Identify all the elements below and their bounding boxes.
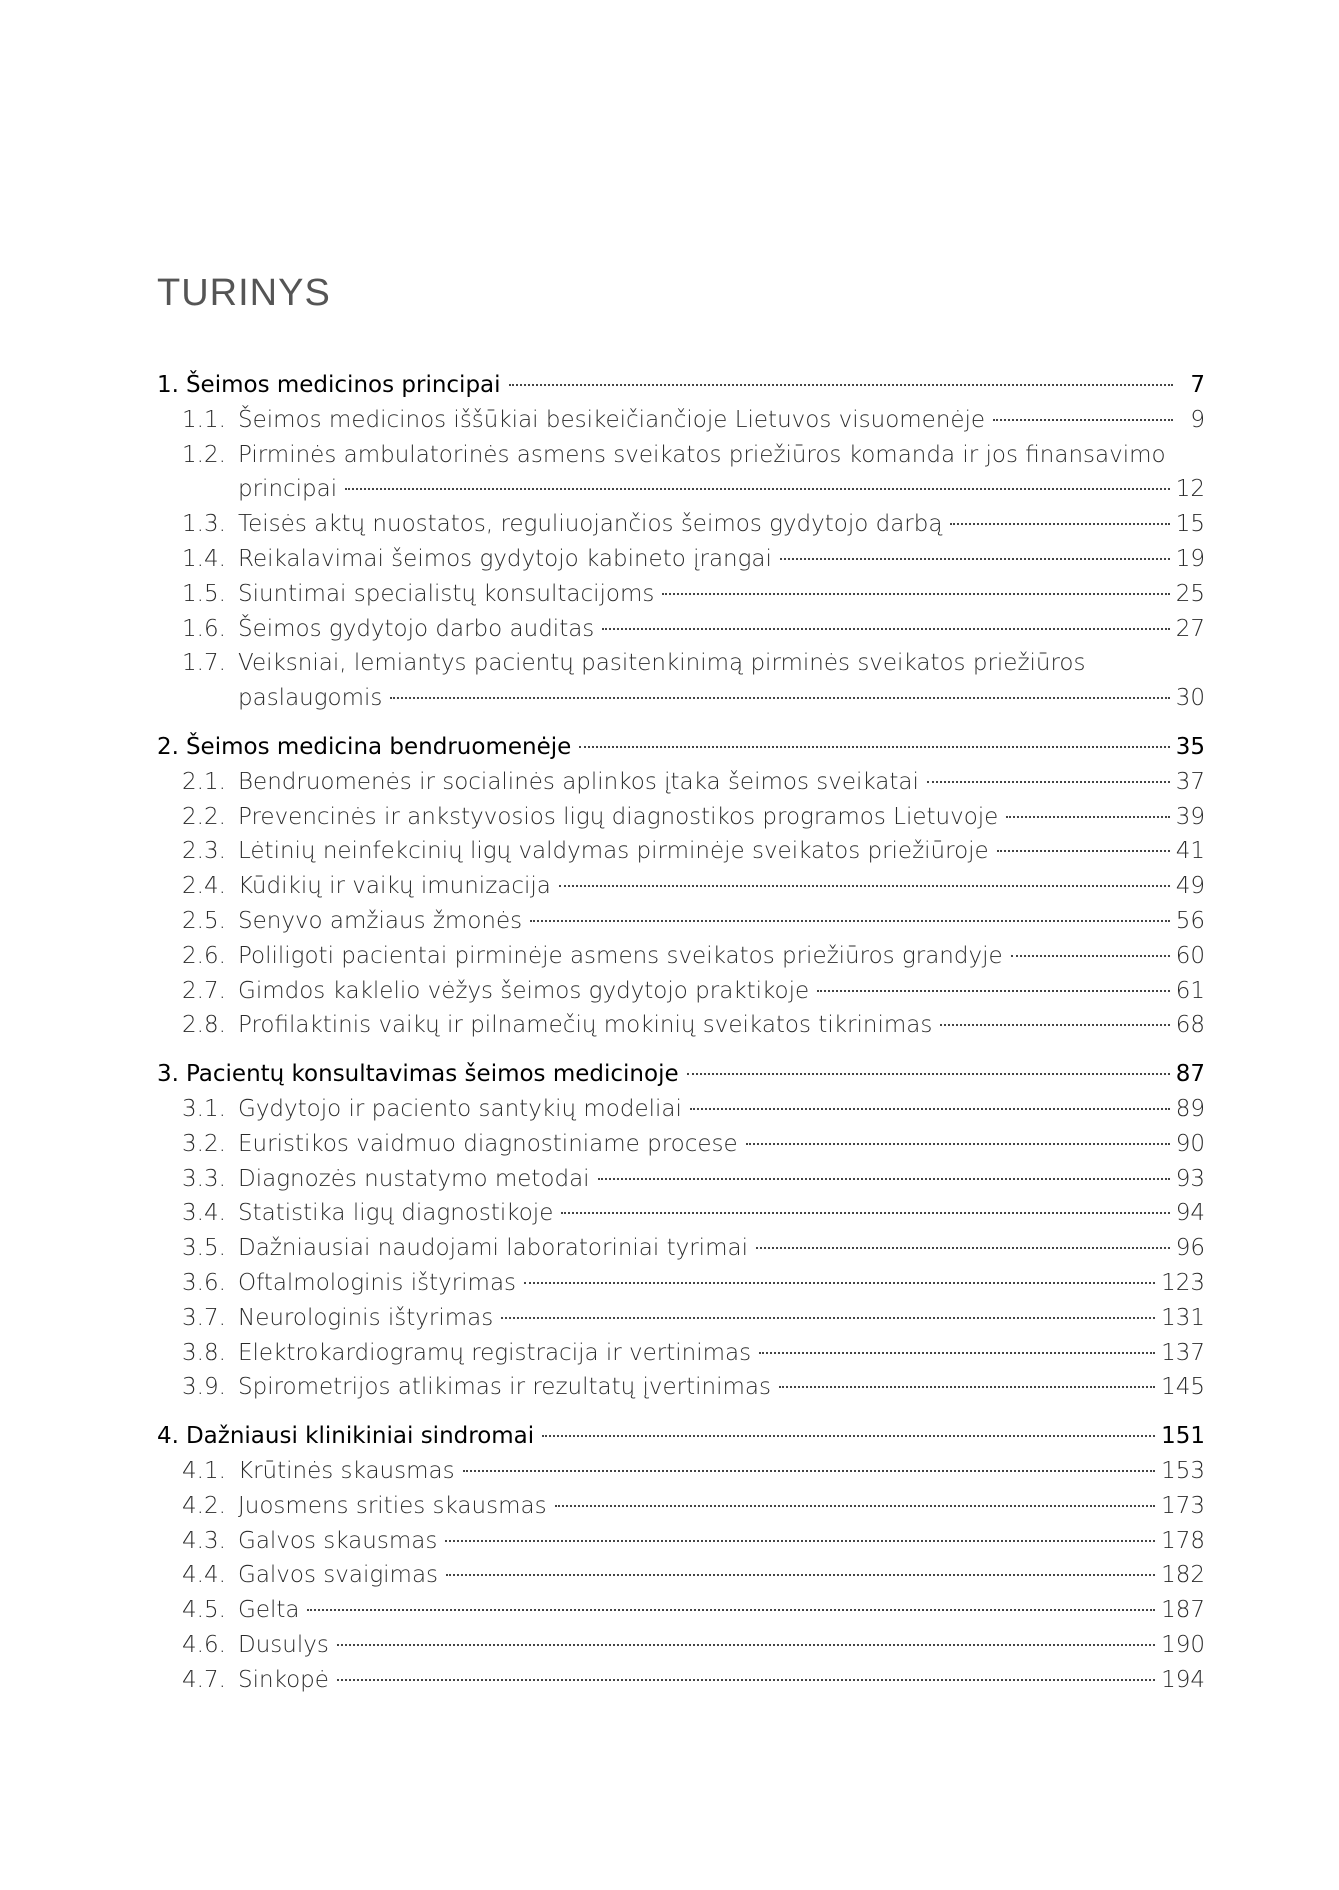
- dot-leader: [463, 1470, 1156, 1472]
- subsection-page-number: 182: [1161, 1562, 1205, 1589]
- dot-leader: [446, 1574, 1155, 1576]
- toc-chapter-section: [157, 368, 1205, 716]
- subsection-page-number: 93: [1175, 1165, 1205, 1192]
- toc-subsection-entry[interactable]: [157, 1196, 1205, 1231]
- subsection-title-line: paslaugomis: [238, 685, 383, 712]
- subsection-title: Juosmens srities skausmas: [238, 1492, 547, 1519]
- dot-leader: [530, 920, 1170, 922]
- subsection-page-number: 194: [1161, 1666, 1205, 1693]
- toc-subsection-entry[interactable]: [157, 834, 1205, 869]
- chapter-page-number: 7: [1190, 372, 1205, 398]
- toc-subsection-entry[interactable]: [157, 1593, 1205, 1628]
- subsection-title: Galvos svaigimas: [238, 1562, 439, 1589]
- subsection-number: 2.7.: [182, 977, 226, 1004]
- subsection-number: 2.4.: [182, 873, 226, 900]
- subsection-number: 3.8.: [182, 1339, 226, 1366]
- subsection-number: 1.5.: [182, 580, 226, 607]
- toc-subsection-entry[interactable]: [157, 1370, 1205, 1405]
- toc-subsection-entry[interactable]: [157, 1266, 1205, 1301]
- chapter-title: Dažniausi klinikiniai sindromai: [185, 1423, 535, 1450]
- subsection-page-number: 41: [1175, 838, 1205, 865]
- subsection-page-number: 60: [1175, 942, 1205, 969]
- subsection-number: 1.2.: [182, 441, 226, 468]
- toc-subsection-entry[interactable]: [157, 646, 1205, 716]
- dot-leader: [542, 1435, 1155, 1437]
- chapter-title: Šeimos medicinos principai: [185, 372, 501, 398]
- subsection-title: Oftalmologinis ištyrimas: [238, 1269, 517, 1296]
- dot-leader: [993, 419, 1173, 421]
- subsection-page-number: 19: [1175, 545, 1205, 572]
- chapter-number: 2.: [157, 733, 179, 760]
- chapter-number: 1.: [157, 372, 179, 398]
- toc-subsection-entry[interactable]: [157, 939, 1205, 974]
- toc-subsection-entry[interactable]: [157, 1524, 1205, 1559]
- subsection-number: 2.5.: [182, 907, 226, 934]
- subsection-title: Bendruomenės ir socialinės aplinkos įtaka šeimos sveikatai: [238, 768, 919, 795]
- toc-subsection-entry[interactable]: [157, 1336, 1205, 1371]
- dot-leader: [756, 1247, 1170, 1249]
- chapter-page-number: 87: [1175, 1061, 1205, 1088]
- subsection-page-number: 178: [1161, 1527, 1205, 1554]
- toc-subsection-entry[interactable]: [157, 1301, 1205, 1336]
- dot-leader: [501, 1317, 1155, 1319]
- subsection-number: 1.1.: [182, 406, 226, 433]
- subsection-title-line: Veiksniai, lemiantys pacientų pasitenkinimą pirminės sveikatos priežiūros: [238, 650, 1086, 677]
- subsection-title: Kūdikių ir vaikų imunizacija: [238, 873, 551, 900]
- toc-subsection-entry[interactable]: [157, 800, 1205, 835]
- subsection-page-number: 68: [1175, 1012, 1205, 1039]
- dot-leader: [1011, 955, 1170, 957]
- subsection-title: Elektrokardiogramų registracija ir vertinimas: [238, 1339, 752, 1366]
- subsection-page-number: 56: [1175, 907, 1205, 934]
- dot-leader: [997, 850, 1170, 852]
- toc-body: [157, 368, 1205, 1697]
- subsection-title: Sinkopė: [238, 1666, 329, 1693]
- subsection-number: 4.4.: [182, 1562, 226, 1589]
- subsection-title: Profilaktinis vaikų ir pilnamečių mokinių sveikatos tikrinimas: [238, 1012, 933, 1039]
- toc-chapter-section: [157, 1057, 1205, 1405]
- subsection-title: Euristikos vaidmuo diagnostiniame procese: [238, 1130, 738, 1157]
- dot-leader: [390, 697, 1169, 699]
- subsection-page-number: 30: [1175, 685, 1205, 712]
- dot-leader: [345, 488, 1170, 490]
- subsection-title: Siuntimai specialistų konsultacijoms: [238, 580, 655, 607]
- dot-leader: [779, 1386, 1155, 1388]
- subsection-number: 3.6.: [182, 1269, 226, 1296]
- subsection-number: 2.6.: [182, 942, 226, 969]
- dot-leader: [746, 1143, 1170, 1145]
- subsection-title: Neurologinis ištyrimas: [238, 1304, 494, 1331]
- dot-leader: [927, 781, 1170, 783]
- dot-leader: [598, 1178, 1170, 1180]
- subsection-title-line: Pirminės ambulatorinės asmens sveikatos priežiūros komanda ir jos finansavimo: [238, 441, 1166, 468]
- subsection-title: Diagnozės nustatymo metodai: [238, 1165, 590, 1192]
- subsection-page-number: 9: [1190, 406, 1205, 433]
- subsection-page-number: 131: [1161, 1304, 1205, 1331]
- dot-leader: [337, 1679, 1155, 1681]
- toc-title: TURINYS: [157, 272, 331, 314]
- toc-subsection-first-line: [157, 438, 1205, 473]
- subsection-title: Statistika ligų diagnostikoje: [238, 1200, 554, 1227]
- subsection-title: Prevencinės ir ankstyvosios ligų diagnostikos programos Lietuvoje: [238, 803, 999, 830]
- dot-leader: [555, 1505, 1156, 1507]
- subsection-number: 2.8.: [182, 1012, 226, 1039]
- subsection-title: Krūtinės skausmas: [238, 1457, 455, 1484]
- chapter-page-number: 35: [1175, 733, 1205, 760]
- subsection-number: 4.5.: [182, 1597, 226, 1624]
- subsection-number: 4.6.: [182, 1631, 226, 1658]
- chapter-number: 4.: [157, 1423, 179, 1450]
- subsection-number: 2.3.: [182, 838, 226, 865]
- dot-leader: [307, 1609, 1155, 1611]
- subsection-title: Dažniausiai naudojami laboratoriniai tyrimai: [238, 1235, 748, 1262]
- subsection-page-number: 61: [1175, 977, 1205, 1004]
- dot-leader: [1006, 816, 1169, 818]
- subsection-title: Lėtinių neinfekcinių ligų valdymas pirminėje sveikatos priežiūroje: [238, 838, 989, 865]
- subsection-number: 1.7.: [182, 650, 226, 677]
- subsection-title: Gelta: [238, 1597, 300, 1624]
- toc-chapter-section: [157, 1419, 1205, 1697]
- subsection-number: 4.1.: [182, 1457, 226, 1484]
- dot-leader: [940, 1024, 1169, 1026]
- dot-leader: [579, 746, 1169, 748]
- subsection-number: 4.2.: [182, 1492, 226, 1519]
- toc-subsection-entry[interactable]: [157, 1454, 1205, 1489]
- toc-chapter-entry[interactable]: [157, 1419, 1205, 1454]
- subsection-number: 1.6.: [182, 615, 226, 642]
- toc-subsection-entry[interactable]: [157, 542, 1205, 577]
- subsection-page-number: 153: [1161, 1457, 1205, 1484]
- toc-subsection-first-line: [157, 646, 1205, 681]
- subsection-title: Senyvo amžiaus žmonės: [238, 907, 523, 934]
- toc-subsection-entry[interactable]: [157, 438, 1205, 508]
- toc-subsection-entry[interactable]: [157, 1162, 1205, 1197]
- subsection-title: Reikalavimai šeimos gydytojo kabineto įrangai: [238, 545, 772, 572]
- toc-subsection-entry[interactable]: [157, 1558, 1205, 1593]
- toc-subsection-entry[interactable]: [157, 612, 1205, 647]
- toc-subsection-continuation: [157, 472, 1205, 507]
- toc-chapter-entry[interactable]: [157, 1057, 1205, 1092]
- toc-subsection-entry[interactable]: [157, 1092, 1205, 1127]
- dot-leader: [662, 593, 1169, 595]
- subsection-number: 3.3.: [182, 1165, 226, 1192]
- chapter-number: 3.: [157, 1061, 179, 1088]
- toc-subsection-entry[interactable]: [157, 1489, 1205, 1524]
- toc-subsection-entry[interactable]: [157, 765, 1205, 800]
- subsection-number: 3.1.: [182, 1095, 226, 1122]
- subsection-page-number: 12: [1175, 476, 1205, 503]
- subsection-title: Dusulys: [238, 1631, 329, 1658]
- toc-subsection-continuation: [157, 681, 1205, 716]
- toc-chapter-entry[interactable]: [157, 368, 1205, 403]
- subsection-number: 3.2.: [182, 1130, 226, 1157]
- toc-subsection-entry[interactable]: [157, 974, 1205, 1009]
- subsection-page-number: 190: [1161, 1631, 1205, 1658]
- toc-chapter-section: [157, 730, 1205, 1043]
- subsection-page-number: 25: [1175, 580, 1205, 607]
- subsection-number: 3.9.: [182, 1374, 226, 1401]
- subsection-title: Gimdos kaklelio vėžys šeimos gydytojo praktikoje: [238, 977, 810, 1004]
- subsection-number: 2.1.: [182, 768, 226, 795]
- subsection-page-number: 39: [1175, 803, 1205, 830]
- subsection-title-line: principai: [238, 476, 338, 503]
- dot-leader: [687, 1073, 1170, 1075]
- toc-subsection-entry[interactable]: [157, 904, 1205, 939]
- subsection-title: Šeimos gydytojo darbo auditas: [238, 615, 595, 642]
- subsection-page-number: 123: [1161, 1269, 1205, 1296]
- subsection-page-number: 173: [1161, 1492, 1205, 1519]
- toc-subsection-entry[interactable]: [157, 1231, 1205, 1266]
- subsection-number: 3.5.: [182, 1235, 226, 1262]
- dot-leader: [561, 1212, 1169, 1214]
- subsection-number: 1.3.: [182, 511, 226, 538]
- dot-leader: [759, 1352, 1155, 1354]
- subsection-page-number: 49: [1175, 873, 1205, 900]
- toc-subsection-entry[interactable]: [157, 1663, 1205, 1698]
- toc-page: [157, 270, 1205, 1711]
- subsection-page-number: 96: [1175, 1235, 1205, 1262]
- toc-subsection-entry[interactable]: [157, 1127, 1205, 1162]
- subsection-number: 2.2.: [182, 803, 226, 830]
- subsection-page-number: 187: [1161, 1597, 1205, 1624]
- toc-subsection-entry[interactable]: [157, 403, 1205, 438]
- dot-leader: [445, 1540, 1155, 1542]
- toc-subsection-entry[interactable]: [157, 1628, 1205, 1663]
- subsection-page-number: 89: [1175, 1095, 1205, 1122]
- dot-leader: [950, 523, 1169, 525]
- dot-leader: [602, 628, 1169, 630]
- subsection-title: Teisės aktų nuostatos, reguliuojančios šeimos gydytojo darbą: [238, 511, 943, 538]
- dot-leader: [559, 885, 1170, 887]
- subsection-title: Šeimos medicinos iššūkiai besikeičiančioje Lietuvos visuomenėje: [238, 406, 986, 433]
- subsection-page-number: 15: [1175, 511, 1205, 538]
- toc-subsection-entry[interactable]: [157, 869, 1205, 904]
- subsection-title: Galvos skausmas: [238, 1527, 438, 1554]
- toc-subsection-entry[interactable]: [157, 1008, 1205, 1043]
- chapter-title: Šeimos medicina bendruomenėje: [185, 733, 572, 760]
- chapter-title: Pacientų konsultavimas šeimos medicinoje: [185, 1061, 679, 1088]
- subsection-number: 4.7.: [182, 1666, 226, 1693]
- subsection-page-number: 137: [1161, 1339, 1205, 1366]
- subsection-title: Poliligoti pacientai pirminėje asmens sveikatos priežiūros grandyje: [238, 942, 1003, 969]
- subsection-page-number: 94: [1175, 1200, 1205, 1227]
- subsection-page-number: 145: [1161, 1374, 1205, 1401]
- subsection-number: 1.4.: [182, 545, 226, 572]
- subsection-page-number: 90: [1175, 1130, 1205, 1157]
- chapter-page-number: 151: [1161, 1423, 1205, 1450]
- dot-leader: [690, 1108, 1170, 1110]
- dot-leader: [780, 558, 1170, 560]
- dot-leader: [524, 1282, 1155, 1284]
- dot-leader: [337, 1644, 1155, 1646]
- subsection-title: Gydytojo ir paciento santykių modeliai: [238, 1095, 682, 1122]
- subsection-page-number: 27: [1175, 615, 1205, 642]
- subsection-number: 4.3.: [182, 1527, 226, 1554]
- subsection-number: 3.7.: [182, 1304, 226, 1331]
- toc-subsection-entry[interactable]: [157, 577, 1205, 612]
- subsection-title: Spirometrijos atlikimas ir rezultatų įvertinimas: [238, 1374, 771, 1401]
- subsection-page-number: 37: [1175, 768, 1205, 795]
- toc-chapter-entry[interactable]: [157, 730, 1205, 765]
- dot-leader: [817, 990, 1170, 992]
- toc-subsection-entry[interactable]: [157, 507, 1205, 542]
- subsection-number: 3.4.: [182, 1200, 226, 1227]
- dot-leader: [509, 384, 1173, 386]
